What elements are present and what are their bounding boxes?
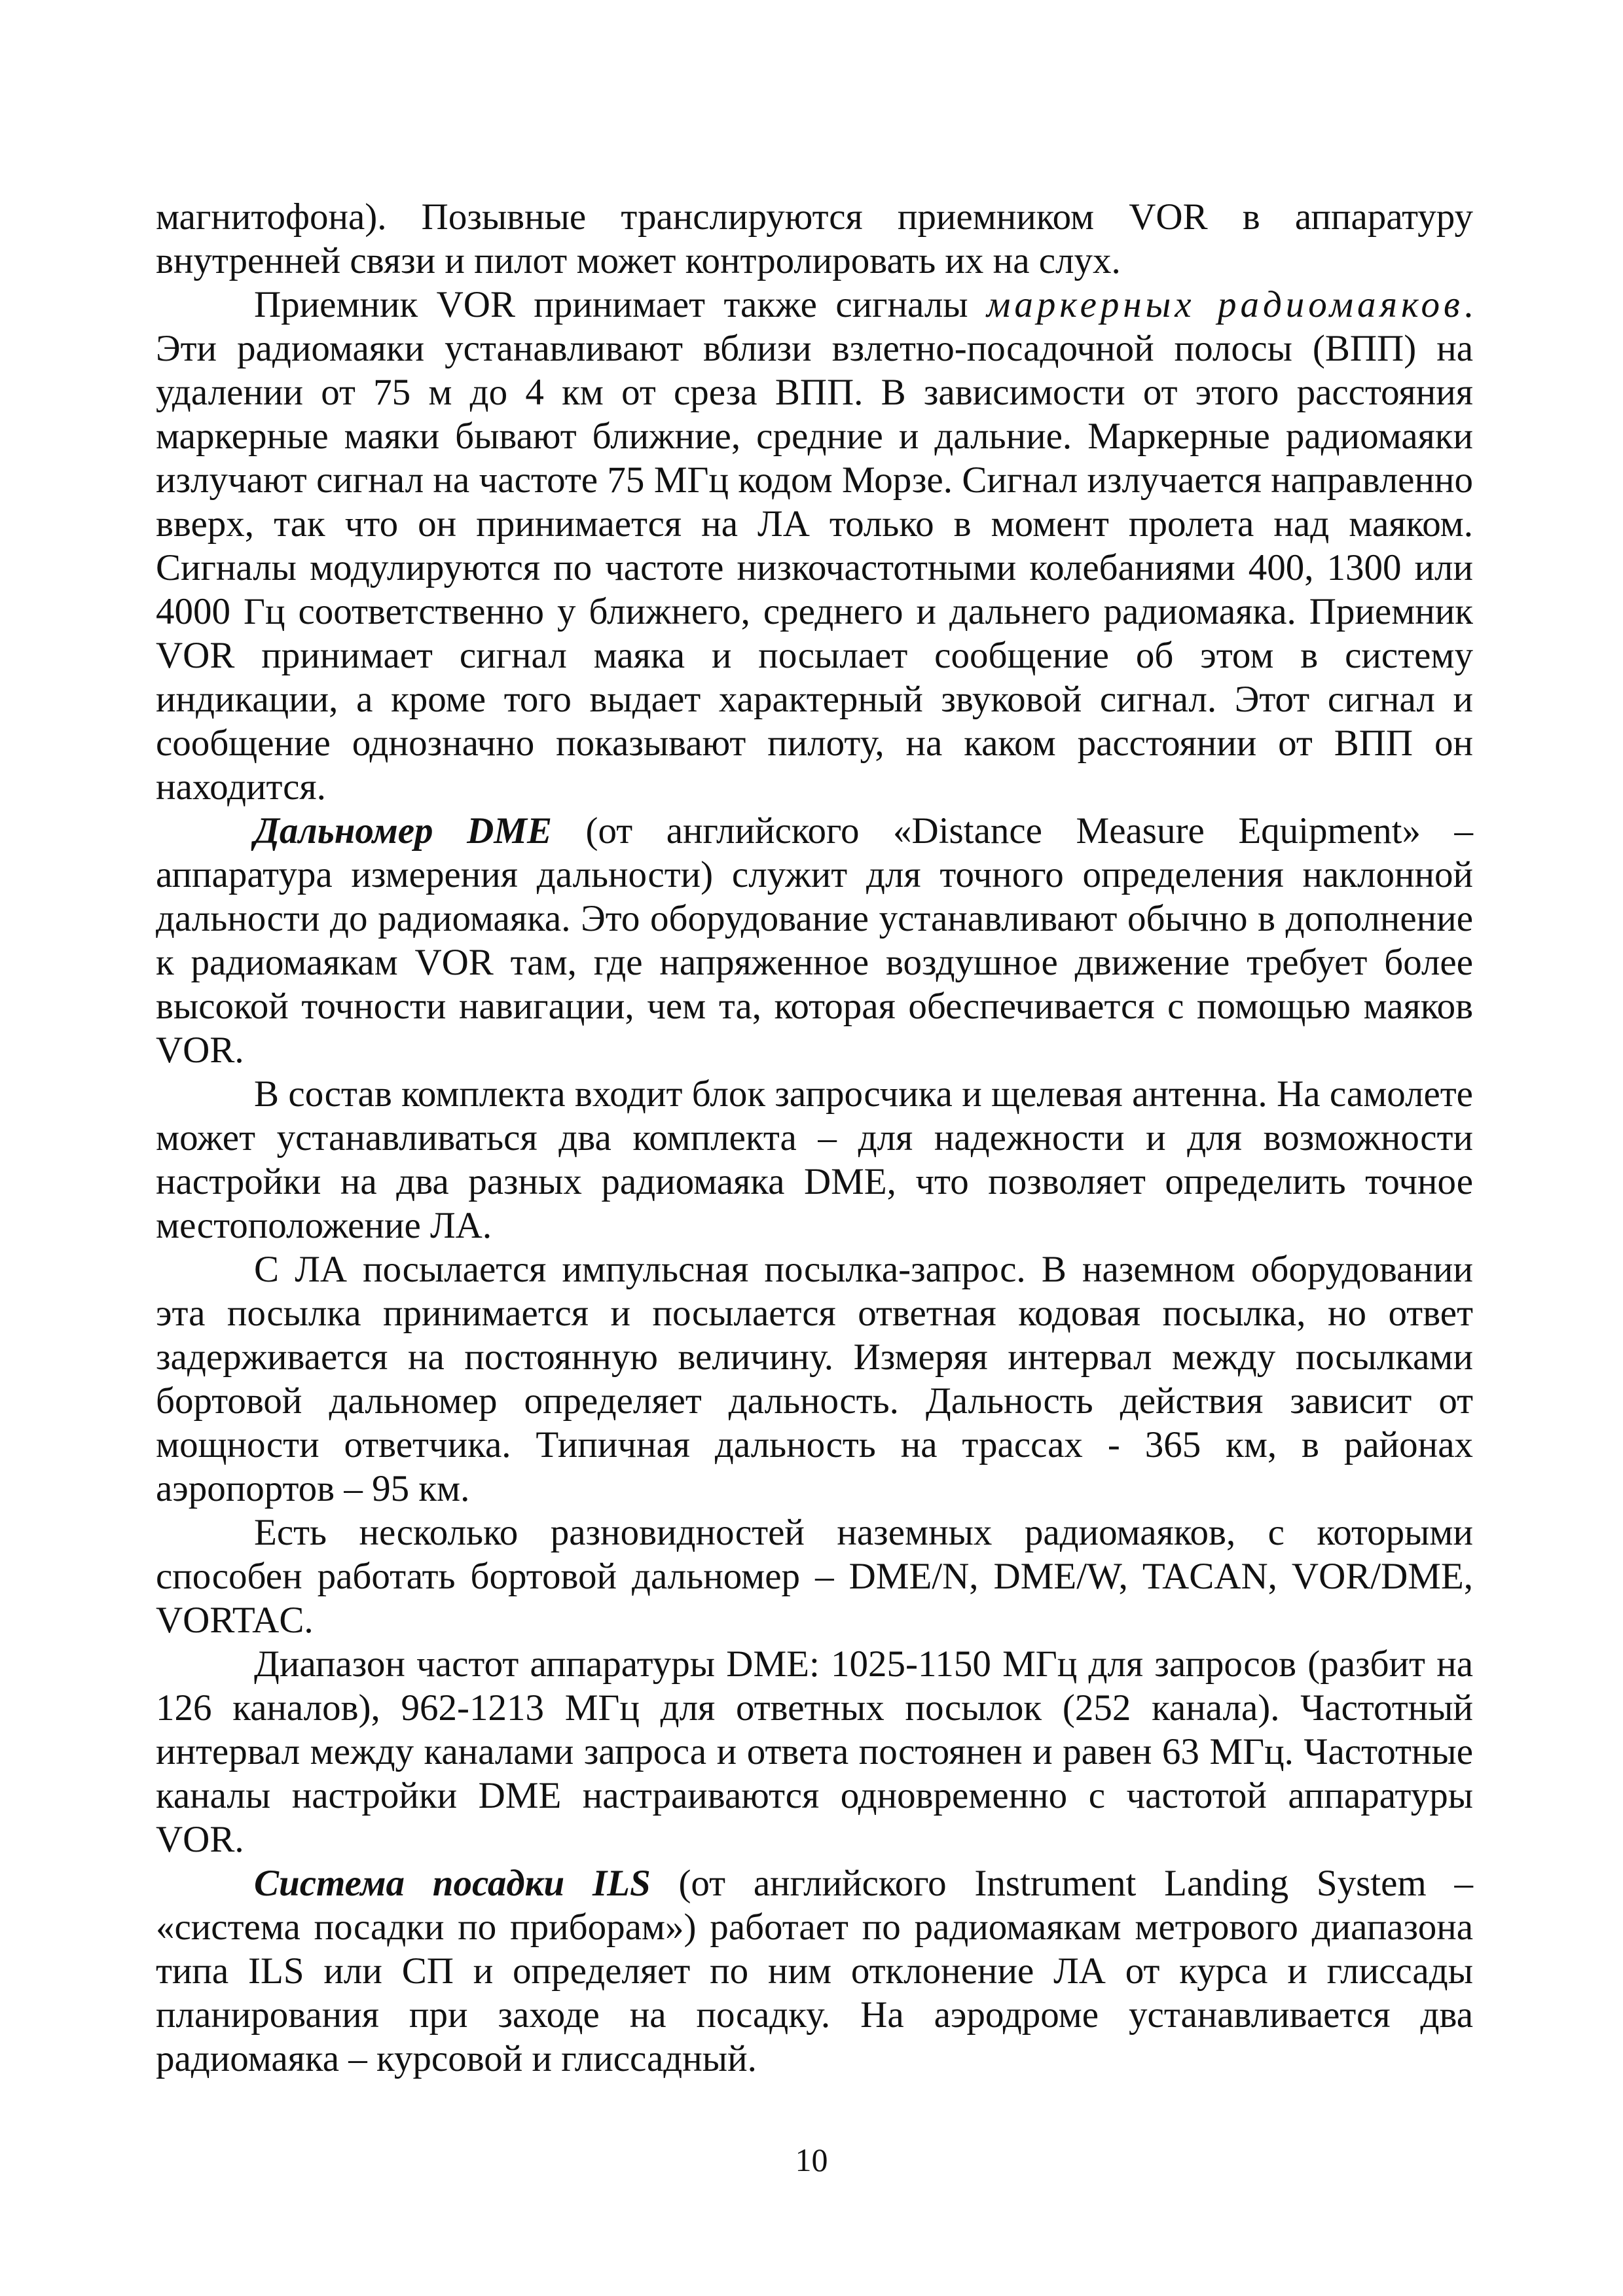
paragraph-text: В состав комплекта входит блок запросчика и щелевая антенна. На самолете может устанавливаться два комплекта – для надежности и для возможности настройки на два разных радиомаяка DME, что позволяет определить точное местоположение ЛА. [156, 1073, 1473, 1246]
paragraph-text: (от английского «Distance Measure Equipment» – аппаратура измерения дальности) служит для точного определения наклонной дальности до радиомаяка. Это оборудование устанавливают обычно в дополнение к радиомаякам VOR там, где напряженное воздушное движение требует более высокой точности навигации, чем та, которая обеспечивается с помощью маяков VOR. [156, 810, 1473, 1071]
paragraph-text: (от английского Instrument Landing System – «система посадки по приборам») работает по радиомаякам метрового диапазона типа ILS или СП и определяет по ним отклонение ЛА от курса и глиссады планирования при заходе на посадку. На аэродроме устанавливается два радиомаяка – курсовой и глиссадный. [156, 1863, 1473, 2079]
paragraph-dme-beacon-types [156, 1511, 1473, 1642]
paragraph-text: С ЛА посылается импульсная посылка-запрос. В наземном оборудовании эта посылка принимается и посылается ответная кодовая посылка, но ответ задерживается на постоянную величину. Измеряя интервал между посылками бортовой дальномер определяет дальность. Дальность действия зависит от мощности ответчика. Типичная дальность на трассах - 365 км, в районах аэропортов – 95 км. [156, 1249, 1473, 1509]
paragraph-text: Есть несколько разновидностей наземных радиомаяков, с которыми способен работать бортовой дальномер – DME/N, DME/W, TACAN, VOR/DME, VORTAC. [156, 1512, 1473, 1641]
paragraph-marker-beacons [156, 283, 1473, 809]
paragraph-dme-frequency-range [156, 1642, 1473, 1861]
paragraph-dme-kit [156, 1072, 1473, 1247]
paragraph-vor-callsigns-continued [156, 195, 1473, 283]
paragraph-dme-interrogation [156, 1247, 1473, 1511]
page-number: 10 [795, 2142, 828, 2178]
paragraph-text: . Эти радиомаяки устанавливают вблизи взлетно-посадочной полосы (ВПП) на удалении от 75 м до 4 км от среза ВПП. В зависимости от этого расстояния маркерные маяки бывают ближние, средние и дальние. Маркерные радиомаяки излучают сигнал на частоте 75 МГц кодом Морзе. Сигнал излучается направленно вверх, так что он принимается на ЛА только в момент пролета над маяком. Сигналы модулируются по частоте низкочастотными колебаниями 400, 1300 или 4000 Гц соответственно у ближнего, среднего и дальнего радиомаяка. Приемник VOR принимает сигнал маяка и посылает сообщение об этом в систему индикации, а кроме того выдает характерный звуковой сигнал. Этот сигнал и сообщение однозначно показывают пилоту, на каком расстоянии от ВПП он находится. [156, 284, 1473, 808]
paragraph-ils-landing-system [156, 1861, 1473, 2081]
paragraph-dme-rangefinder [156, 809, 1473, 1072]
paragraph-text: Диапазон частот аппаратуры DME: 1025-1150 МГц для запросов (разбит на 126 каналов), 962-1213 МГц для ответных посылок (252 канала). Частотный интервал между каналами запроса и ответа постоянен и равен 63 МГц. Частотные каналы настройки DME настраиваются одновременно с частотой аппаратуры VOR. [156, 1643, 1473, 1860]
section-term-ils: Система посадки ILS [254, 1863, 651, 1904]
page-body-text [156, 195, 1473, 2081]
section-term-dme: Дальномер DME [254, 810, 552, 852]
emphasized-term-marker-beacons: маркерных радиомаяков [986, 284, 1464, 325]
paragraph-text-lead: Приемник VOR принимает также сигналы [254, 284, 987, 325]
paragraph-text: магнитофона). Позывные транслируются приемником VOR в аппаратуру внутренней связи и пилот может контролировать их на слух. [156, 196, 1473, 281]
